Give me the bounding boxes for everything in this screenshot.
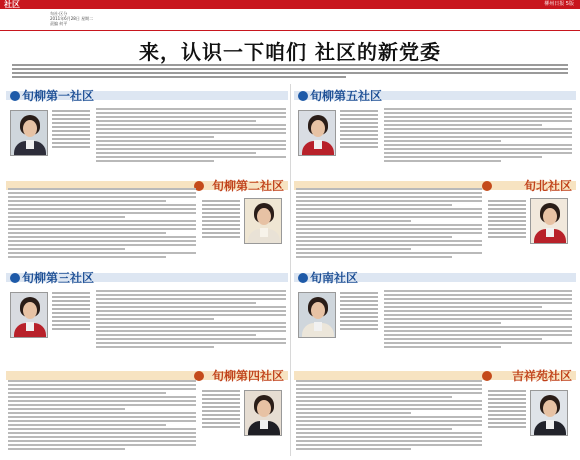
- profile-xunliu5: [294, 86, 576, 172]
- masthead-rule: [0, 30, 580, 31]
- article-body: [96, 108, 286, 164]
- portrait-photo: [10, 110, 48, 156]
- bullet-icon: [10, 91, 20, 101]
- bullet-icon: [482, 371, 492, 381]
- bio-caption: [488, 200, 526, 240]
- profile-xunliu2: [6, 176, 288, 262]
- bio-caption: [340, 292, 378, 332]
- section-name: 社区: [4, 0, 20, 9]
- profile-xunbei: [294, 176, 576, 262]
- portrait-photo: [244, 390, 282, 436]
- community-name: 旬南社区: [310, 271, 359, 285]
- column-divider: [290, 84, 291, 456]
- masthead-tag: 旬社·区分: [50, 11, 68, 16]
- article-body: [96, 290, 286, 350]
- bio-caption: [52, 292, 90, 332]
- profile-xunliu3: [6, 268, 288, 358]
- masthead-brand: 柳州日报 5版: [544, 1, 574, 7]
- portrait-photo: [530, 198, 568, 244]
- community-name: 旬北社区: [523, 179, 572, 193]
- community-name: 旬柳第五社区: [310, 89, 383, 103]
- masthead: [0, 0, 580, 32]
- portrait-photo: [244, 198, 282, 244]
- article-body: [384, 108, 572, 164]
- community-name: 旬柳第二社区: [211, 179, 284, 193]
- bio-caption: [202, 200, 240, 240]
- profile-header: [6, 86, 288, 104]
- bio-caption: [52, 110, 90, 150]
- community-name: 旬柳第四社区: [211, 369, 284, 383]
- community-name: 旬柳第三社区: [22, 271, 95, 285]
- masthead-bar: [0, 0, 580, 9]
- profile-xunliu4: [6, 366, 288, 456]
- article-body: [8, 188, 196, 260]
- masthead-date: 2011年6月28日 星期二: [50, 16, 94, 21]
- profile-xunnan: [294, 268, 576, 358]
- page-headline: 来，认识一下咱们 社区的新党委: [139, 40, 441, 64]
- article-body: [296, 380, 482, 452]
- article-body: [384, 290, 572, 350]
- portrait-photo: [530, 390, 568, 436]
- community-name: 旬柳第一社区: [22, 89, 95, 103]
- profile-header: [294, 86, 576, 104]
- portrait-photo: [298, 110, 336, 156]
- portrait-photo: [10, 292, 48, 338]
- article-body: [296, 188, 482, 260]
- profile-header: [6, 268, 288, 286]
- profile-jixiangyuan: [294, 366, 576, 456]
- lede-paragraph: [12, 64, 568, 80]
- bio-caption: [202, 390, 240, 430]
- bullet-icon: [298, 91, 308, 101]
- bullet-icon: [298, 273, 308, 283]
- profile-xunliu1: [6, 86, 288, 172]
- bullet-icon: [10, 273, 20, 283]
- bio-caption: [340, 110, 378, 150]
- portrait-photo: [298, 292, 336, 338]
- masthead-meta: [50, 11, 93, 26]
- article-body: [8, 380, 196, 452]
- bio-caption: [488, 390, 526, 430]
- bullet-icon: [482, 181, 492, 191]
- community-name: 吉祥苑社区: [511, 369, 572, 383]
- profile-header: [294, 268, 576, 286]
- masthead-editor: 责编 何平: [50, 21, 68, 26]
